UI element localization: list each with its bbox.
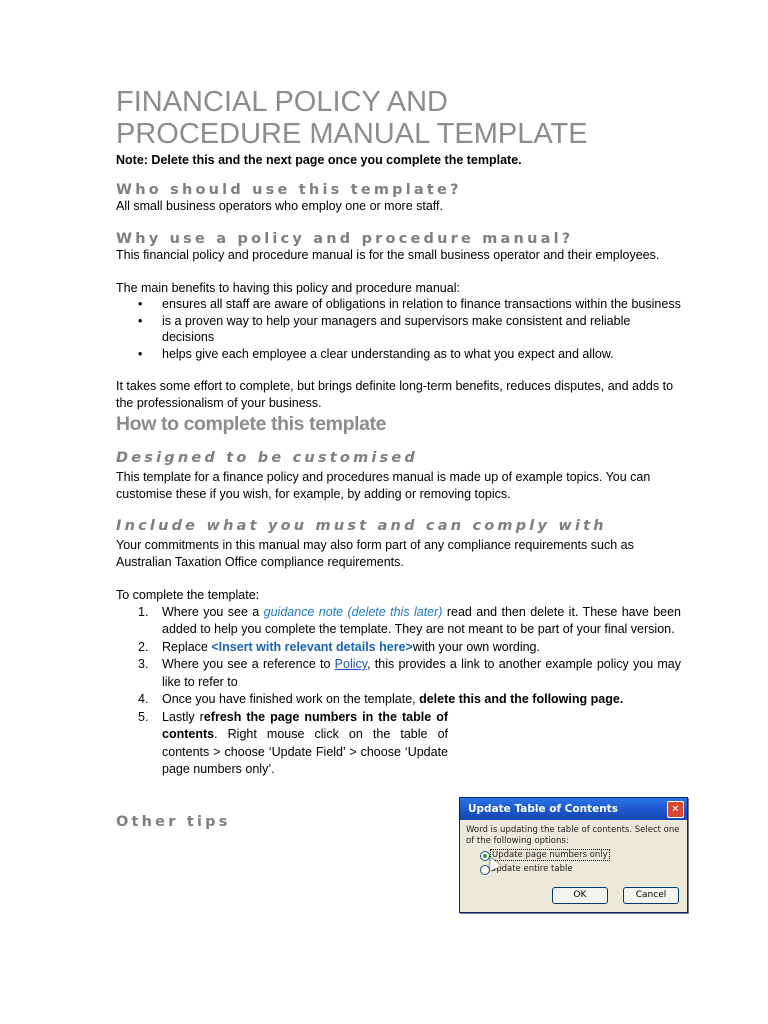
title-line-1: FINANCIAL POLICY AND: [116, 86, 448, 118]
list-item: 2. Replace <Insert with relevant details here>with your own wording.: [138, 639, 540, 654]
list-item: 1. Where you see a guidance note (delete this later) read and then delete it. These have been added to help you complete the template. They are not meant to be part of your final version.: [138, 604, 681, 636]
guidance-note-example: guidance note (delete this later): [263, 604, 443, 619]
why-closing: It takes some effort to complete, but brings definite long-term benefits, reduces disputes, and adds to the professionalism of your business.: [116, 379, 674, 410]
document-title: [116, 86, 681, 150]
other-tips-heading: Other tips: [116, 813, 231, 830]
policy-link[interactable]: Policy: [334, 657, 368, 671]
radio-label: Update entire table: [490, 863, 573, 874]
list-item: 5. Lastly refresh the page numbers in the table of contents. Right mouse click on the table of contents > choose ‘Update Field’ > choose ‘Update page numbers only’.: [138, 709, 449, 776]
benefits-list: [116, 296, 681, 362]
who-text: All small business operators who employ one or more staff.: [116, 198, 444, 213]
why-text: This financial policy and procedure manual is for the small business operator and their employees.: [116, 248, 660, 262]
steps-intro: To complete the template:: [116, 588, 260, 602]
why-heading: Why use a policy and procedure manual?: [116, 231, 574, 247]
insert-placeholder-example: <Insert with relevant details here>: [211, 639, 413, 654]
list-item: 3. Where you see a reference to Policy, this provides a link to another example policy you may like to refer to: [138, 657, 681, 689]
close-icon: ✕: [667, 801, 684, 818]
list-item: 4. Once you have finished work on the template, delete this and the following page.: [138, 692, 624, 706]
designed-text: This template for a finance policy and procedures manual is made up of example topics. You can customise these if you wish, for example, by adding or removing topics.: [116, 470, 651, 501]
benefits-intro: The main benefits to having this policy and procedure manual:: [116, 280, 460, 295]
designed-heading: Designed to be customised: [116, 450, 419, 466]
dialog-buttons: [542, 882, 679, 904]
dialog-title-bar: [460, 798, 687, 820]
dialog-message: Word is updating the table of contents. Select one of the following options:: [466, 825, 680, 846]
ok-button: OK: [552, 887, 608, 904]
steps-list: [116, 604, 681, 779]
radio-update-page-numbers: [466, 850, 681, 861]
list-item: • helps give each employee a clear understanding as to what you expect and allow.: [116, 346, 681, 363]
delete-note: Note: Delete this and the next page once you complete the template.: [116, 153, 522, 167]
include-heading: Include what you must and can comply with: [116, 518, 607, 534]
document-page: [116, 86, 681, 830]
include-text: Your commitments in this manual may also form part of any compliance requirements such as Australian Taxation Office compliance requirements.: [116, 538, 634, 569]
title-line-2: PROCEDURE MANUAL TEMPLATE: [116, 118, 588, 150]
who-heading: Who should use this template?: [116, 181, 462, 198]
list-item: • ensures all staff are aware of obligations in relation to finance transactions within the business: [116, 296, 681, 313]
cancel-button: Cancel: [623, 887, 679, 904]
how-heading: How to complete this template: [116, 413, 387, 435]
dialog-title: Update Table of Contents: [468, 803, 618, 815]
list-item: • is a proven way to help your managers and supervisors make consistent and reliable decisions: [116, 313, 681, 346]
radio-label: Update page numbers only: [492, 850, 608, 860]
